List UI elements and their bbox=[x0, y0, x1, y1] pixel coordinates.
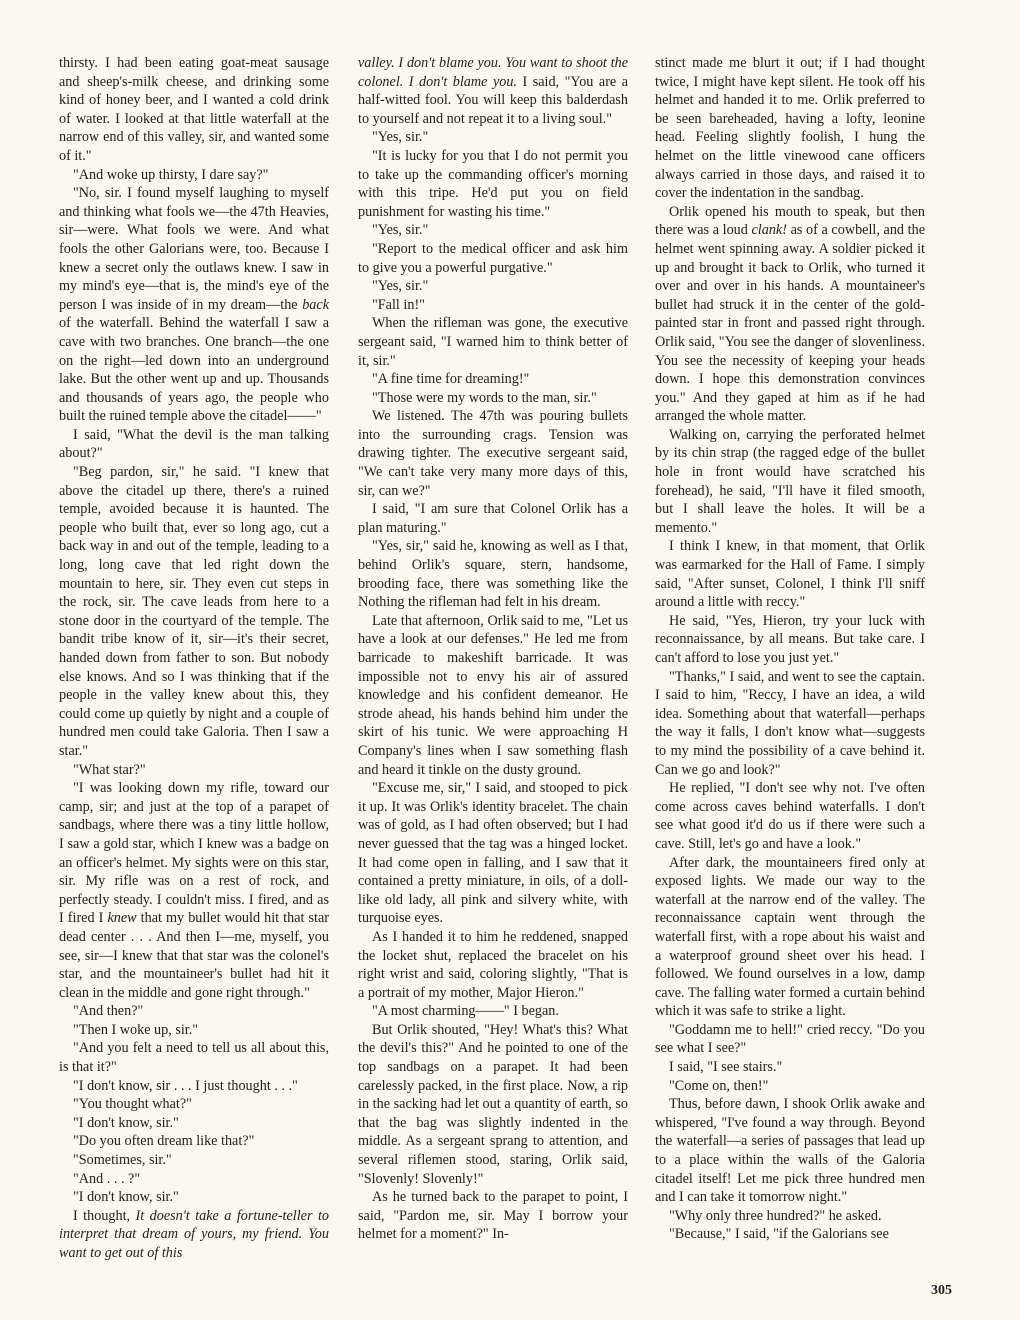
paragraph: "Beg pardon, sir," he said. "I knew that above the citadel up there, there's a ruined temple, avoided because it is haunted. The people who built that, ever so long ago, cut a back way in and out of the temple, leading to a long, long cave that led right down the mountain to here, sir. They even cut steps in the rock, sir. The cave leads from here to a stone door in the courtyard of the temple. The bandit tribe know of it, sir—it's their secret, handed down from father to son. But nobody else knows. And so I was thinking that if the people in the valley knew about this, they could come up quietly by night and a couple of hundred men could take Galoria. Then I saw a star." bbox=[59, 464, 329, 759]
paragraph: "Fall in!" bbox=[372, 296, 425, 313]
paragraph: I thought, It doesn't take a fortune-teller to interpret that dream of yours, my friend. You want to get out of this bbox=[59, 1207, 329, 1261]
page-number: 305 bbox=[931, 1283, 952, 1298]
paragraph: "And then?" bbox=[73, 1003, 144, 1020]
paragraph: "Report to the medical officer and ask him to give you a powerful purgative." bbox=[358, 240, 628, 276]
paragraph: Walking on, carrying the perforated helmet by its chin strap (the ragged edge of the bullet hole in front would have scratched his forehead), he said, "I'll have it filed smooth, but I shall leave the holes. It will be a memento." bbox=[655, 426, 925, 536]
paragraph: "Yes, sir." bbox=[372, 278, 429, 295]
paragraph: thirsty. I had been eating goat-meat sausage and sheep's-milk cheese, and drinking some kind of honey beer, and I wanted a cold drink of water. I looked at that little waterfall at the narrow end of this valley, sir, and wanted some of it." bbox=[59, 55, 329, 164]
paragraph: "Yes, sir." bbox=[372, 129, 429, 146]
paragraph: When the rifleman was gone, the executive sergeant said, "I warned him to think better of it, sir." bbox=[358, 315, 628, 369]
paragraph: "I don't know, sir." bbox=[73, 1189, 179, 1206]
paragraph: "Do you often dream like that?" bbox=[73, 1133, 255, 1150]
paragraph: We listened. The 47th was pouring bullets into the surrounding crags. Tension was drawing tighter. The executive sergeant said, "We can't take very many more days of this, sir, can we?" bbox=[358, 408, 628, 499]
paragraph: "And you felt a need to tell us all about this, is that it?" bbox=[59, 1040, 329, 1076]
paragraph: "I was looking down my rifle, toward our camp, sir; and just at the top of a parapet of sandbags, where there was a tiny little hollow, I saw a gold star, which I knew was a badge on an officer's helmet. My sights were on this star, sir. My rifle was on a rest of rock, and perfectly steady. I couldn't miss. I fired, and as I fired I knew that my bullet would hit that star dead center . . . And then I—me, myself, you see, sir—I knew that that star was the colonel's star, and the mountaineer's bullet had hit it clean in the middle and gone right through." bbox=[59, 780, 329, 1001]
paragraph: "You thought what?" bbox=[73, 1096, 192, 1113]
paragraph: As I handed it to him he reddened, snapped the locket shut, replaced the bracelet on his right wrist and said, coloring slightly, "That is a portrait of my mother, Major Hieron." bbox=[358, 928, 628, 1001]
paragraph: valley. I don't blame you. You want to shoot the colonel. I don't blame you. I said, "You are a half-witted fool. You will keep this balderdash to yourself and not repeat it to a living soul." bbox=[358, 55, 629, 127]
paragraph: I said, "I see stairs." bbox=[669, 1059, 783, 1076]
paragraph: stinct made me blurt it out; if I had thought twice, I might have kept silent. He took off his helmet and handed it to me. Orlik preferred to be seen bareheaded, having a lofty, leonine head. Feeling slightly foolish, I hung the helmet on the little vinewood cane officers always carried in those days, and raised it to cover the indentation in the sandbag. bbox=[655, 55, 925, 202]
paragraph: "What star?" bbox=[73, 761, 146, 778]
paragraph: "Come on, then!" bbox=[669, 1077, 769, 1094]
paragraph: "Then I woke up, sir." bbox=[73, 1021, 199, 1038]
text-column-3 bbox=[655, 54, 925, 1244]
paragraph: "Sometimes, sir." bbox=[73, 1152, 172, 1169]
paragraph: After dark, the mountaineers fired only at exposed lights. We made our way to the waterfall at the narrow end of the valley. The reconnaissance captain went through the waterfall first, with a rope about his waist and a waterproof ground sheet over his head. I followed. We found ourselves in a low, damp cave. The falling water formed a curtain behind which it was safe to strike a light. bbox=[655, 854, 925, 1020]
paragraph: "Yes, sir." bbox=[372, 222, 429, 239]
paragraph: "It is lucky for you that I do not permit you to take up the commanding officer's morning with this tripe. He'd put you on field punishment for wasting his time." bbox=[358, 147, 628, 220]
paragraph: He said, "Yes, Hieron, try your luck with reconnaissance, by all means. But take care. I can't afford to lose you just yet." bbox=[655, 612, 925, 666]
paragraph: Orlik opened his mouth to speak, but then there was a loud clank! as of a cowbell, and the helmet went spinning away. A soldier picked it up and brought it back to Orlik, who turned it over and over in his hands. A mountaineer's bullet had struck it in the center of the gold-painted star in front and passed right through. Orlik said, "You see the danger of slovenliness. You see the necessity of keeping your heads down. I hope this demonstration convinces you." And they gaped at him as if he had arranged the whole matter. bbox=[655, 203, 925, 425]
paragraph: But Orlik shouted, "Hey! What's this? What the devil's this?" And he pointed to one of the top sandbags on a parapet. It had been carelessly packed, in the first place. Now, a rip in the sacking had let out a quantity of earth, so that the bag was slightly indented in the middle. As a sergeant sprang to attention, and several riflemen stood, staring, Orlik said, "Slovenly! Slovenly!" bbox=[358, 1021, 628, 1187]
paragraph: "No, sir. I found myself laughing to myself and thinking what fools we—the 47th Heavies, sir—were. What fools we were. And what fools the other Galorians were, too. Because I knew a secret only the outlaws knew. I saw in my mind's eye—that is, the mind's eye of the person I was inside of in my dream—the back of the waterfall. Behind the waterfall I saw a cave with two branches. One branch—the one on the right—led down into an underground lake. But the other went up and up. Thousands and thousands of years ago, the people who built the ruined temple above the citadel——" bbox=[59, 185, 329, 425]
paragraph: "Yes, sir," said he, knowing as well as I that, behind Orlik's square, stern, handsome, brooding face, there was something like the Nothing the rifleman had felt in his dream. bbox=[358, 538, 628, 611]
paragraph: "Those were my words to the man, sir." bbox=[372, 389, 597, 406]
paragraph: As he turned back to the parapet to point, I said, "Pardon me, sir. May I borrow your helmet for a moment?" In- bbox=[358, 1189, 628, 1243]
paragraph: "Why only three hundred?" he asked. bbox=[669, 1207, 882, 1224]
paragraph: He replied, "I don't see why not. I've often come across caves behind waterfalls. I don't see what good it'd do us if there were such a cave. Still, let's go and have a look." bbox=[655, 780, 925, 852]
paragraph: I said, "What the devil is the man talking about?" bbox=[59, 426, 329, 462]
paragraph: Late that afternoon, Orlik said to me, "Let us have a look at our defenses." He led me from barricade to makeshift barricade. It was impossible not to envy his air of assured knowledge and his confident demeanor. He strode ahead, his hands behind him under the skirt of his tunic. We were approaching H Company's lines when I saw something flash and heard it tinkle on the dusty ground. bbox=[358, 612, 628, 778]
paragraph: "I don't know, sir . . . I just thought . . ." bbox=[73, 1077, 298, 1094]
paragraph: I think I knew, in that moment, that Orlik was earmarked for the Hall of Fame. I simply said, "After sunset, Colonel, I think I'll sniff around a little with reccy." bbox=[655, 538, 925, 611]
text-column-2 bbox=[358, 54, 628, 1244]
paragraph: "Thanks," I said, and went to see the captain. I said to him, "Reccy, I have an idea, a wild idea. Something about that waterfall—perhaps the way it falls, I don't know what—suggests to my mind the possibility of a cave behind it. Can we go and look?" bbox=[655, 668, 925, 778]
paragraph: "Goddamn me to hell!" cried reccy. "Do you see what I see?" bbox=[655, 1021, 925, 1057]
paragraph: "I don't know, sir." bbox=[73, 1114, 179, 1131]
paragraph: "And woke up thirsty, I dare say?" bbox=[73, 166, 269, 183]
text-column-1 bbox=[59, 54, 329, 1263]
paragraph: "A most charming——" I began. bbox=[372, 1003, 559, 1020]
paragraph: "Excuse me, sir," I said, and stooped to pick it up. It was Orlik's identity bracelet. The chain was of gold, as I had often observed; but I had never guessed that the tag was a hinged locket. It had come open in falling, and I saw that it contained a pretty miniature, in oils, of a doll-like old lady, all pink and silvery white, with turquoise eyes. bbox=[358, 780, 628, 927]
paragraph: "And . . . ?" bbox=[73, 1170, 141, 1187]
paragraph: I said, "I am sure that Colonel Orlik has a plan maturing." bbox=[358, 501, 628, 536]
paragraph: "Because," I said, "if the Galorians see bbox=[669, 1226, 889, 1243]
paragraph: Thus, before dawn, I shook Orlik awake and whispered, "I've found a way through. Beyond the waterfall—a series of passages that lead up to a place within the walls of the Galoria citadel itself! Let me pick three hundred men and I can take it tomorrow night." bbox=[655, 1096, 925, 1206]
paragraph: "A fine time for dreaming!" bbox=[372, 371, 530, 388]
